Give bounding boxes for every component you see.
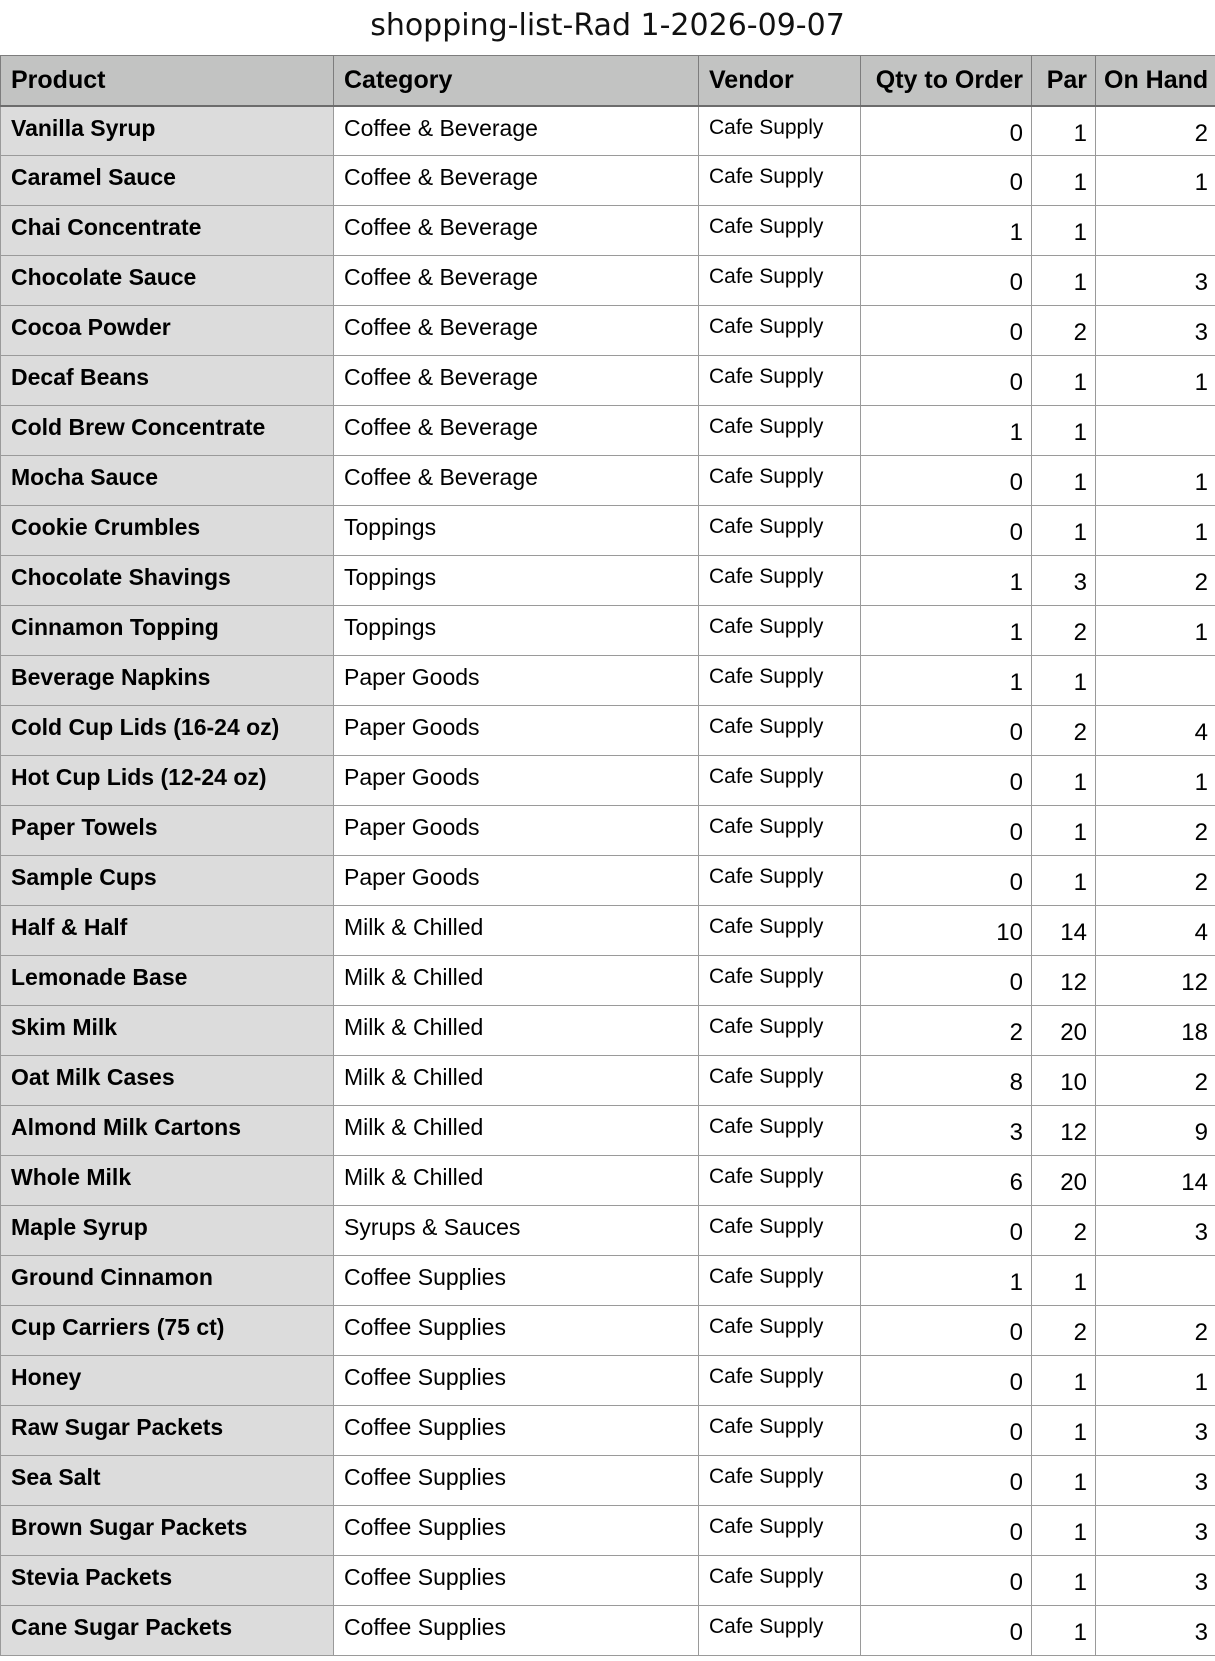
table-row <box>1 206 1215 256</box>
category-cell[interactable]: Coffee & Beverage <box>334 406 699 456</box>
category-cell[interactable]: Coffee Supplies <box>334 1506 699 1556</box>
on-hand-cell[interactable]: 18 <box>1096 1006 1215 1056</box>
product-cell[interactable]: Vanilla Syrup <box>1 106 334 156</box>
par-cell[interactable]: 1 <box>1032 456 1096 506</box>
category-cell[interactable]: Paper Goods <box>334 656 699 706</box>
product-cell[interactable]: Cold Cup Lids (16-24 oz) <box>1 706 334 756</box>
category-cell[interactable]: Toppings <box>334 606 699 656</box>
qty-to-order-cell[interactable]: 0 <box>861 256 1032 306</box>
vendor-cell[interactable]: Cafe Supply <box>699 406 861 456</box>
vendor-cell[interactable]: Cafe Supply <box>699 1106 861 1156</box>
product-cell[interactable]: Ground Cinnamon <box>1 1256 334 1306</box>
par-cell[interactable]: 2 <box>1032 706 1096 756</box>
vendor-cell[interactable]: Cafe Supply <box>699 1256 861 1306</box>
table-row <box>1 1306 1215 1356</box>
product-cell[interactable]: Skim Milk <box>1 1006 334 1056</box>
product-cell[interactable]: Raw Sugar Packets <box>1 1406 334 1456</box>
table-row <box>1 1156 1215 1206</box>
table-row <box>1 606 1215 656</box>
product-cell[interactable]: Paper Towels <box>1 806 334 856</box>
qty-to-order-cell[interactable]: 2 <box>861 1006 1032 1056</box>
par-cell[interactable]: 2 <box>1032 1206 1096 1256</box>
qty-to-order-cell[interactable]: 0 <box>861 1506 1032 1556</box>
on-hand-cell[interactable] <box>1096 206 1215 256</box>
par-cell[interactable]: 1 <box>1032 1606 1096 1656</box>
par-cell[interactable]: 1 <box>1032 156 1096 206</box>
table-row <box>1 1356 1215 1406</box>
qty-to-order-cell[interactable]: 0 <box>861 1606 1032 1656</box>
column-header-vendor[interactable]: Vendor <box>699 56 861 106</box>
category-cell[interactable]: Coffee Supplies <box>334 1606 699 1656</box>
category-cell[interactable]: Coffee & Beverage <box>334 256 699 306</box>
on-hand-cell[interactable]: 1 <box>1096 356 1215 406</box>
table-row <box>1 106 1215 156</box>
category-cell[interactable]: Coffee Supplies <box>334 1556 699 1606</box>
vendor-cell[interactable]: Cafe Supply <box>699 1006 861 1056</box>
vendor-cell[interactable]: Cafe Supply <box>699 1206 861 1256</box>
vendor-cell[interactable]: Cafe Supply <box>699 1406 861 1456</box>
par-cell[interactable]: 1 <box>1032 1356 1096 1406</box>
vendor-cell[interactable]: Cafe Supply <box>699 506 861 556</box>
category-cell[interactable]: Milk & Chilled <box>334 956 699 1006</box>
vendor-cell[interactable]: Cafe Supply <box>699 356 861 406</box>
par-cell[interactable]: 12 <box>1032 1106 1096 1156</box>
product-cell[interactable]: Cold Brew Concentrate <box>1 406 334 456</box>
product-cell[interactable]: Half & Half <box>1 906 334 956</box>
qty-to-order-cell[interactable]: 0 <box>861 806 1032 856</box>
qty-to-order-cell[interactable]: 0 <box>861 1556 1032 1606</box>
table-row <box>1 1206 1215 1256</box>
vendor-cell[interactable]: Cafe Supply <box>699 1506 861 1556</box>
on-hand-cell[interactable]: 1 <box>1096 606 1215 656</box>
product-cell[interactable]: Brown Sugar Packets <box>1 1506 334 1556</box>
category-cell[interactable]: Milk & Chilled <box>334 1056 699 1106</box>
on-hand-cell[interactable]: 2 <box>1096 556 1215 606</box>
on-hand-cell[interactable]: 3 <box>1096 1556 1215 1606</box>
category-cell[interactable]: Milk & Chilled <box>334 906 699 956</box>
product-cell[interactable]: Sample Cups <box>1 856 334 906</box>
on-hand-cell[interactable]: 3 <box>1096 1206 1215 1256</box>
on-hand-cell[interactable]: 2 <box>1096 106 1215 156</box>
table-row <box>1 306 1215 356</box>
column-header-par[interactable]: Par <box>1032 56 1096 106</box>
category-cell[interactable]: Coffee Supplies <box>334 1406 699 1456</box>
qty-to-order-cell[interactable]: 3 <box>861 1106 1032 1156</box>
vendor-cell[interactable]: Cafe Supply <box>699 956 861 1006</box>
product-cell[interactable]: Sea Salt <box>1 1456 334 1506</box>
product-cell[interactable]: Beverage Napkins <box>1 656 334 706</box>
table-row <box>1 356 1215 406</box>
table-row <box>1 406 1215 456</box>
category-cell[interactable]: Coffee & Beverage <box>334 156 699 206</box>
vendor-cell[interactable]: Cafe Supply <box>699 706 861 756</box>
on-hand-cell[interactable]: 2 <box>1096 1306 1215 1356</box>
vendor-cell[interactable]: Cafe Supply <box>699 1056 861 1106</box>
par-cell[interactable]: 1 <box>1032 1456 1096 1506</box>
on-hand-cell[interactable] <box>1096 1256 1215 1306</box>
on-hand-cell[interactable] <box>1096 406 1215 456</box>
par-cell[interactable]: 1 <box>1032 256 1096 306</box>
vendor-cell[interactable]: Cafe Supply <box>699 756 861 806</box>
par-cell[interactable]: 1 <box>1032 506 1096 556</box>
page-title: shopping-list-Rad 1-2026-09-07 <box>370 8 845 43</box>
table-row <box>1 1106 1215 1156</box>
qty-to-order-cell[interactable]: 0 <box>861 1406 1032 1456</box>
column-header-category[interactable]: Category <box>334 56 699 106</box>
qty-to-order-cell[interactable]: 1 <box>861 1256 1032 1306</box>
category-cell[interactable]: Coffee Supplies <box>334 1356 699 1406</box>
product-cell[interactable]: Lemonade Base <box>1 956 334 1006</box>
product-cell[interactable]: Chocolate Sauce <box>1 256 334 306</box>
vendor-cell[interactable]: Cafe Supply <box>699 256 861 306</box>
category-cell[interactable]: Coffee Supplies <box>334 1256 699 1306</box>
par-cell[interactable]: 2 <box>1032 606 1096 656</box>
qty-to-order-cell[interactable]: 1 <box>861 206 1032 256</box>
vendor-cell[interactable]: Cafe Supply <box>699 1456 861 1506</box>
on-hand-cell[interactable]: 3 <box>1096 256 1215 306</box>
par-cell[interactable]: 1 <box>1032 856 1096 906</box>
on-hand-cell[interactable]: 1 <box>1096 506 1215 556</box>
par-cell[interactable]: 1 <box>1032 406 1096 456</box>
qty-to-order-cell[interactable]: 0 <box>861 706 1032 756</box>
table-row <box>1 856 1215 906</box>
on-hand-cell[interactable]: 2 <box>1096 856 1215 906</box>
table-row <box>1 256 1215 306</box>
vendor-cell[interactable]: Cafe Supply <box>699 906 861 956</box>
qty-to-order-cell[interactable]: 0 <box>861 1306 1032 1356</box>
par-cell[interactable]: 12 <box>1032 956 1096 1006</box>
on-hand-cell[interactable]: 1 <box>1096 756 1215 806</box>
category-cell[interactable]: Toppings <box>334 556 699 606</box>
table-row <box>1 156 1215 206</box>
header-row <box>1 56 1215 106</box>
product-cell[interactable]: Cocoa Powder <box>1 306 334 356</box>
table-row <box>1 656 1215 706</box>
category-cell[interactable]: Coffee & Beverage <box>334 206 699 256</box>
par-cell[interactable]: 1 <box>1032 1406 1096 1456</box>
vendor-cell[interactable]: Cafe Supply <box>699 1306 861 1356</box>
on-hand-cell[interactable]: 3 <box>1096 1456 1215 1506</box>
category-cell[interactable]: Paper Goods <box>334 706 699 756</box>
qty-to-order-cell[interactable]: 0 <box>861 106 1032 156</box>
category-cell[interactable]: Paper Goods <box>334 856 699 906</box>
table-row <box>1 506 1215 556</box>
qty-to-order-cell[interactable]: 1 <box>861 556 1032 606</box>
table-row <box>1 1606 1215 1656</box>
product-cell[interactable]: Whole Milk <box>1 1156 334 1206</box>
product-cell[interactable]: Decaf Beans <box>1 356 334 406</box>
on-hand-cell[interactable]: 1 <box>1096 456 1215 506</box>
qty-to-order-cell[interactable]: 0 <box>861 1456 1032 1506</box>
vendor-cell[interactable]: Cafe Supply <box>699 306 861 356</box>
product-cell[interactable]: Stevia Packets <box>1 1556 334 1606</box>
product-cell[interactable]: Hot Cup Lids (12-24 oz) <box>1 756 334 806</box>
product-cell[interactable]: Mocha Sauce <box>1 456 334 506</box>
qty-to-order-cell[interactable]: 0 <box>861 456 1032 506</box>
par-cell[interactable]: 1 <box>1032 756 1096 806</box>
product-cell[interactable]: Maple Syrup <box>1 1206 334 1256</box>
on-hand-cell[interactable]: 4 <box>1096 906 1215 956</box>
product-cell[interactable]: Chai Concentrate <box>1 206 334 256</box>
qty-to-order-cell[interactable]: 1 <box>861 406 1032 456</box>
qty-to-order-cell[interactable]: 0 <box>861 856 1032 906</box>
par-cell[interactable]: 1 <box>1032 356 1096 406</box>
qty-to-order-cell[interactable]: 1 <box>861 656 1032 706</box>
category-cell[interactable]: Coffee Supplies <box>334 1306 699 1356</box>
table-row <box>1 556 1215 606</box>
qty-to-order-cell[interactable]: 0 <box>861 356 1032 406</box>
vendor-cell[interactable]: Cafe Supply <box>699 156 861 206</box>
par-cell[interactable]: 1 <box>1032 1556 1096 1606</box>
par-cell[interactable]: 2 <box>1032 306 1096 356</box>
vendor-cell[interactable]: Cafe Supply <box>699 806 861 856</box>
qty-to-order-cell[interactable]: 0 <box>861 1356 1032 1406</box>
vendor-cell[interactable]: Cafe Supply <box>699 106 861 156</box>
qty-to-order-cell[interactable]: 0 <box>861 506 1032 556</box>
category-cell[interactable]: Coffee Supplies <box>334 1456 699 1506</box>
on-hand-cell[interactable]: 9 <box>1096 1106 1215 1156</box>
on-hand-cell[interactable]: 2 <box>1096 806 1215 856</box>
table-row <box>1 1256 1215 1306</box>
par-cell[interactable]: 1 <box>1032 206 1096 256</box>
par-cell[interactable]: 10 <box>1032 1056 1096 1106</box>
on-hand-cell[interactable] <box>1096 656 1215 706</box>
table-row <box>1 906 1215 956</box>
on-hand-cell[interactable]: 3 <box>1096 1506 1215 1556</box>
on-hand-cell[interactable]: 12 <box>1096 956 1215 1006</box>
table-row <box>1 706 1215 756</box>
product-cell[interactable]: Caramel Sauce <box>1 156 334 206</box>
vendor-cell[interactable]: Cafe Supply <box>699 1606 861 1656</box>
qty-to-order-cell[interactable]: 8 <box>861 1056 1032 1106</box>
column-header-on-hand[interactable]: On Hand <box>1096 56 1215 106</box>
column-header-qty-to-order[interactable]: Qty to Order <box>861 56 1032 106</box>
on-hand-cell[interactable]: 2 <box>1096 1056 1215 1106</box>
qty-to-order-cell[interactable]: 0 <box>861 306 1032 356</box>
category-cell[interactable]: Coffee & Beverage <box>334 106 699 156</box>
table-row <box>1 456 1215 506</box>
par-cell[interactable]: 20 <box>1032 1156 1096 1206</box>
qty-to-order-cell[interactable]: 0 <box>861 956 1032 1006</box>
par-cell[interactable]: 20 <box>1032 1006 1096 1056</box>
product-cell[interactable]: Chocolate Shavings <box>1 556 334 606</box>
par-cell[interactable]: 3 <box>1032 556 1096 606</box>
qty-to-order-cell[interactable]: 0 <box>861 1206 1032 1256</box>
par-cell[interactable]: 1 <box>1032 1256 1096 1306</box>
vendor-cell[interactable]: Cafe Supply <box>699 1556 861 1606</box>
product-cell[interactable]: Cinnamon Topping <box>1 606 334 656</box>
vendor-cell[interactable]: Cafe Supply <box>699 556 861 606</box>
on-hand-cell[interactable]: 3 <box>1096 1406 1215 1456</box>
product-cell[interactable]: Cane Sugar Packets <box>1 1606 334 1656</box>
category-cell[interactable]: Toppings <box>334 506 699 556</box>
table-row <box>1 1406 1215 1456</box>
on-hand-cell[interactable]: 3 <box>1096 306 1215 356</box>
vendor-cell[interactable]: Cafe Supply <box>699 1356 861 1406</box>
category-cell[interactable]: Coffee & Beverage <box>334 456 699 506</box>
table-row <box>1 756 1215 806</box>
par-cell[interactable]: 1 <box>1032 106 1096 156</box>
table-row <box>1 1506 1215 1556</box>
table-row <box>1 1006 1215 1056</box>
par-cell[interactable]: 2 <box>1032 1306 1096 1356</box>
par-cell[interactable]: 1 <box>1032 1506 1096 1556</box>
qty-to-order-cell[interactable]: 1 <box>861 606 1032 656</box>
shopping-list-table <box>0 55 1215 1656</box>
qty-to-order-cell[interactable]: 10 <box>861 906 1032 956</box>
on-hand-cell[interactable]: 3 <box>1096 1606 1215 1656</box>
vendor-cell[interactable]: Cafe Supply <box>699 1156 861 1206</box>
table-row <box>1 1556 1215 1606</box>
vendor-cell[interactable]: Cafe Supply <box>699 656 861 706</box>
product-cell[interactable]: Cookie Crumbles <box>1 506 334 556</box>
table-row <box>1 806 1215 856</box>
on-hand-cell[interactable]: 1 <box>1096 1356 1215 1406</box>
vendor-cell[interactable]: Cafe Supply <box>699 206 861 256</box>
qty-to-order-cell[interactable]: 6 <box>861 1156 1032 1206</box>
product-cell[interactable]: Oat Milk Cases <box>1 1056 334 1106</box>
qty-to-order-cell[interactable]: 0 <box>861 756 1032 806</box>
par-cell[interactable]: 1 <box>1032 806 1096 856</box>
vendor-cell[interactable]: Cafe Supply <box>699 856 861 906</box>
product-cell[interactable]: Almond Milk Cartons <box>1 1106 334 1156</box>
category-cell[interactable]: Coffee & Beverage <box>334 356 699 406</box>
category-cell[interactable]: Milk & Chilled <box>334 1106 699 1156</box>
category-cell[interactable]: Syrups & Sauces <box>334 1206 699 1256</box>
vendor-cell[interactable]: Cafe Supply <box>699 456 861 506</box>
category-cell[interactable]: Milk & Chilled <box>334 1006 699 1056</box>
category-cell[interactable]: Paper Goods <box>334 756 699 806</box>
category-cell[interactable]: Coffee & Beverage <box>334 306 699 356</box>
vendor-cell[interactable]: Cafe Supply <box>699 606 861 656</box>
par-cell[interactable]: 1 <box>1032 656 1096 706</box>
on-hand-cell[interactable]: 14 <box>1096 1156 1215 1206</box>
table-row <box>1 956 1215 1006</box>
column-header-product[interactable]: Product <box>1 56 334 106</box>
qty-to-order-cell[interactable]: 0 <box>861 156 1032 206</box>
on-hand-cell[interactable]: 4 <box>1096 706 1215 756</box>
product-cell[interactable]: Honey <box>1 1356 334 1406</box>
product-cell[interactable]: Cup Carriers (75 ct) <box>1 1306 334 1356</box>
table-row <box>1 1056 1215 1106</box>
table-row <box>1 1456 1215 1506</box>
on-hand-cell[interactable]: 1 <box>1096 156 1215 206</box>
par-cell[interactable]: 14 <box>1032 906 1096 956</box>
category-cell[interactable]: Paper Goods <box>334 806 699 856</box>
category-cell[interactable]: Milk & Chilled <box>334 1156 699 1206</box>
